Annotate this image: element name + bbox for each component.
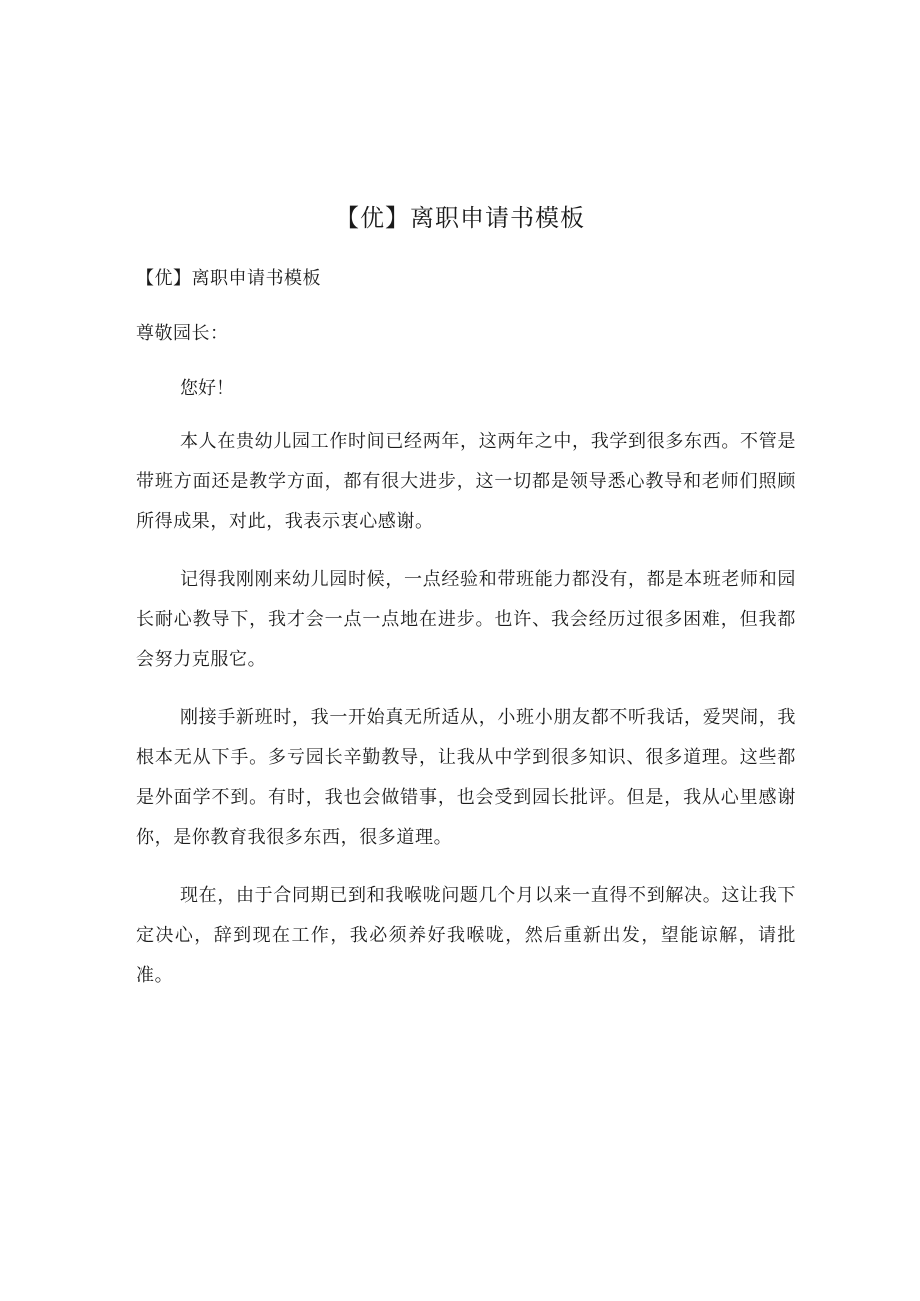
body-paragraph: 刚接手新班时，我一开始真无所适从，小班小朋友都不听我话，爱哭闹，我根本无从下手。多亏园长辛勤教导，让我从中学到很多知识、很多道理。这些都是外面学不到。有时，我也会做错事，也会受到园长批评。但是，我从心里感谢你，是你教育我很多东西，很多道理。 (136, 707, 796, 848)
document-title: 【优】离职申请书模板 (335, 204, 585, 232)
salutation: 尊敬园长： (136, 323, 229, 344)
body-paragraph: 现在，由于合同期已到和我喉咙问题几个月以来一直得不到解决。这让我下定决心，辞到现在工作，我必须养好我喉咙，然后重新出发，望能谅解，请批准。 (136, 885, 796, 986)
greeting: 您好！ (180, 378, 234, 399)
document-subtitle: 【优】离职申请书模板 (136, 268, 321, 289)
body-paragraph: 记得我刚刚来幼儿园时候，一点经验和带班能力都没有，都是本班老师和园长耐心教导下，我才会一点一点地在进步。也许、我会经历过很多困难，但我都会努力克服它。 (136, 569, 796, 670)
body-paragraph: 本人在贵幼儿园工作时间已经两年，这两年之中，我学到很多东西。不管是带班方面还是教学方面，都有很大进步，这一切都是领导悉心教导和老师们照顾所得成果，对此，我表示衷心感谢。 (136, 431, 796, 532)
